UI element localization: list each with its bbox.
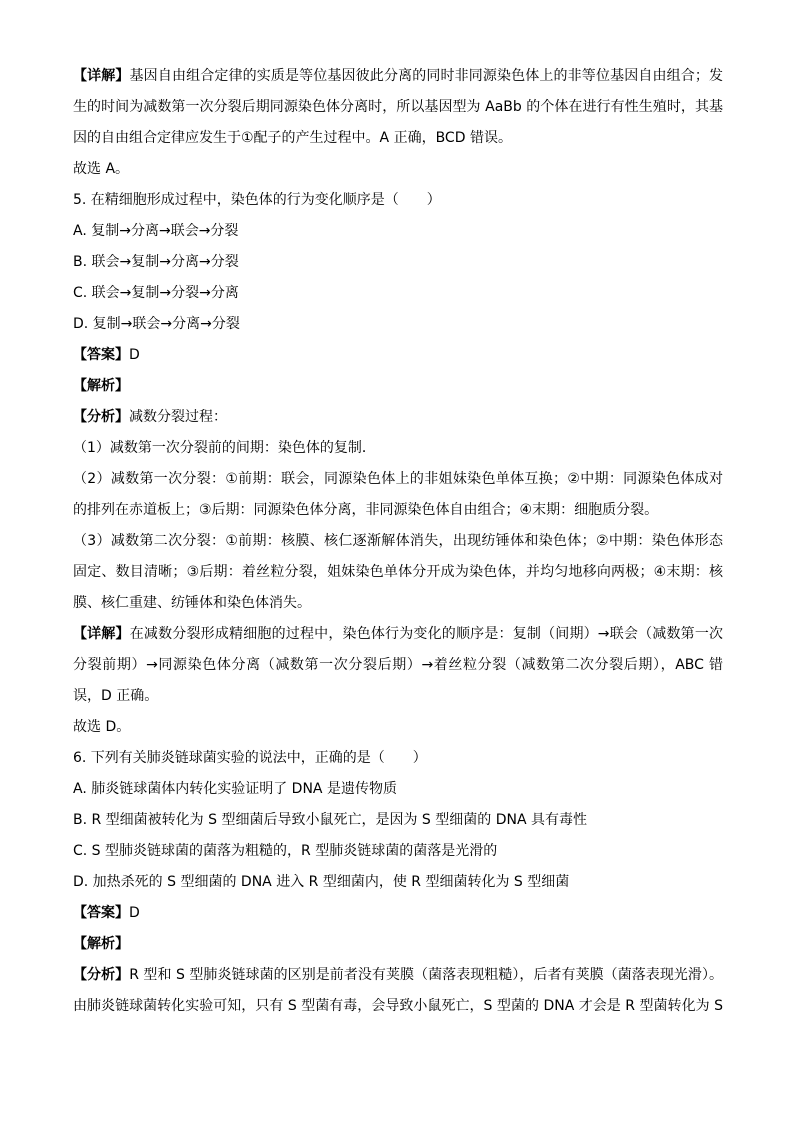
option-d — [73, 867, 723, 898]
line-text: C. S 型肺炎链球菌的菌落为粗糙的，R 型肺炎链球菌的菌落是光滑的 — [73, 843, 498, 859]
line-text: 减数分裂过程： — [129, 409, 227, 425]
section-tag: 【详解】 — [73, 68, 130, 84]
line-text: A. 肺炎链球菌体内转化实验证明了 DNA 是遗传物质 — [73, 781, 397, 797]
section-tag: 【分析】 — [73, 409, 129, 425]
document-page — [73, 61, 723, 1022]
line-text: 由肺炎链球菌转化实验可知，只有 S 型菌有毒，会导致小鼠死亡，S 型菌的 DNA 才会是 R 型菌转化为 S — [73, 998, 723, 1014]
section-tag: 【解析】 — [73, 378, 129, 394]
text-line — [73, 92, 723, 123]
line-text: 误，D 正确。 — [73, 688, 159, 704]
line-text: （3）减数第二次分裂：①前期：核膜、核仁逐渐解体消失，出现纺锤体和染色体；②中期：染色体形态 — [73, 533, 723, 549]
line-text: B. 联会→复制→分离→分裂 — [73, 254, 239, 270]
section-tag: 【答案】 — [73, 905, 129, 921]
text-line — [73, 123, 723, 154]
option-c — [73, 278, 723, 309]
answer-line — [73, 340, 723, 371]
analysis-heading — [73, 929, 723, 960]
text-line — [73, 650, 723, 681]
line-text: 生的时间为减数第一次分裂后期同源染色体分离时，所以基因型为 AaBb 的个体在进行有性生殖时，其基 — [73, 99, 723, 115]
line-text: 膜、核仁重建、纺锤体和染色体消失。 — [73, 595, 311, 611]
text-line — [73, 619, 723, 650]
option-b — [73, 805, 723, 836]
line-text: 故选 D。 — [73, 719, 131, 735]
section-tag: 【解析】 — [73, 936, 129, 952]
line-text: 因的自由组合定律应发生于①配子的产生过程中。A 正确，BCD 错误。 — [73, 130, 512, 146]
text-line — [73, 433, 723, 464]
text-line — [73, 557, 723, 588]
line-text: B. R 型细菌被转化为 S 型细菌后导致小鼠死亡，是因为 S 型细菌的 DNA 具有毒性 — [73, 812, 587, 828]
section-tag: 【分析】 — [73, 967, 130, 983]
line-text: R 型和 S 型肺炎链球菌的区别是前者没有荚膜（菌落表现粗糙），后者有荚膜（菌落表现光滑）。 — [129, 967, 724, 983]
line-text: 分裂前期）→同源染色体分离（减数第一次分裂后期）→着丝粒分裂（减数第二次分裂后期），ABC 错 — [73, 657, 723, 673]
question-stem — [73, 743, 723, 774]
line-text: A. 复制→分离→联会→分裂 — [73, 223, 239, 239]
line-text: 的排列在赤道板上；③后期：同源染色体分离，非同源染色体自由组合；④末期：细胞质分裂。 — [73, 502, 659, 518]
section-tag: 【答案】 — [73, 347, 129, 363]
line-text: 6. 下列有关肺炎链球菌实验的说法中，正确的是（ ） — [73, 750, 427, 766]
line-text: 固定、数目清晰；③后期：着丝粒分裂，姐妹染色单体分开成为染色体，并均匀地移向两极；④末期：核 — [73, 564, 723, 580]
line-text: （1）减数第一次分裂前的间期：染色体的复制． — [73, 440, 376, 456]
line-text: 故选 A。 — [73, 161, 130, 177]
text-line — [73, 960, 723, 991]
text-line — [73, 681, 723, 712]
option-c — [73, 836, 723, 867]
text-line — [73, 991, 723, 1022]
option-a — [73, 216, 723, 247]
text-line — [73, 402, 723, 433]
question-stem — [73, 185, 723, 216]
text-line — [73, 712, 723, 743]
text-line — [73, 495, 723, 526]
option-b — [73, 247, 723, 278]
answer-line — [73, 898, 723, 929]
line-text: 在减数分裂形成精细胞的过程中，染色体行为变化的顺序是：复制（间期）→联会（减数第一次 — [129, 626, 724, 642]
line-text: D. 加热杀死的 S 型细菌的 DNA 进入 R 型细菌内，使 R 型细菌转化为 S 型细菌 — [73, 874, 570, 890]
section-tag: 【详解】 — [73, 626, 130, 642]
option-d — [73, 309, 723, 340]
text-line — [73, 588, 723, 619]
line-text: C. 联会→复制→分裂→分离 — [73, 285, 239, 301]
line-text: （2）减数第一次分裂：①前期：联会，同源染色体上的非姐妹染色单体互换；②中期：同源染色体成对 — [73, 471, 723, 487]
text-line — [73, 154, 723, 185]
text-line — [73, 526, 723, 557]
line-text: 5. 在精细胞形成过程中，染色体的行为变化顺序是（ ） — [73, 192, 441, 208]
line-text: D. 复制→联会→分离→分裂 — [73, 316, 240, 332]
line-text: 基因自由组合定律的实质是等位基因彼此分离的同时非同源染色体上的非等位基因自由组合；发 — [129, 68, 724, 84]
line-text: D — [129, 347, 140, 363]
analysis-heading — [73, 371, 723, 402]
option-a — [73, 774, 723, 805]
text-line — [73, 61, 723, 92]
line-text: D — [129, 905, 140, 921]
text-line — [73, 464, 723, 495]
